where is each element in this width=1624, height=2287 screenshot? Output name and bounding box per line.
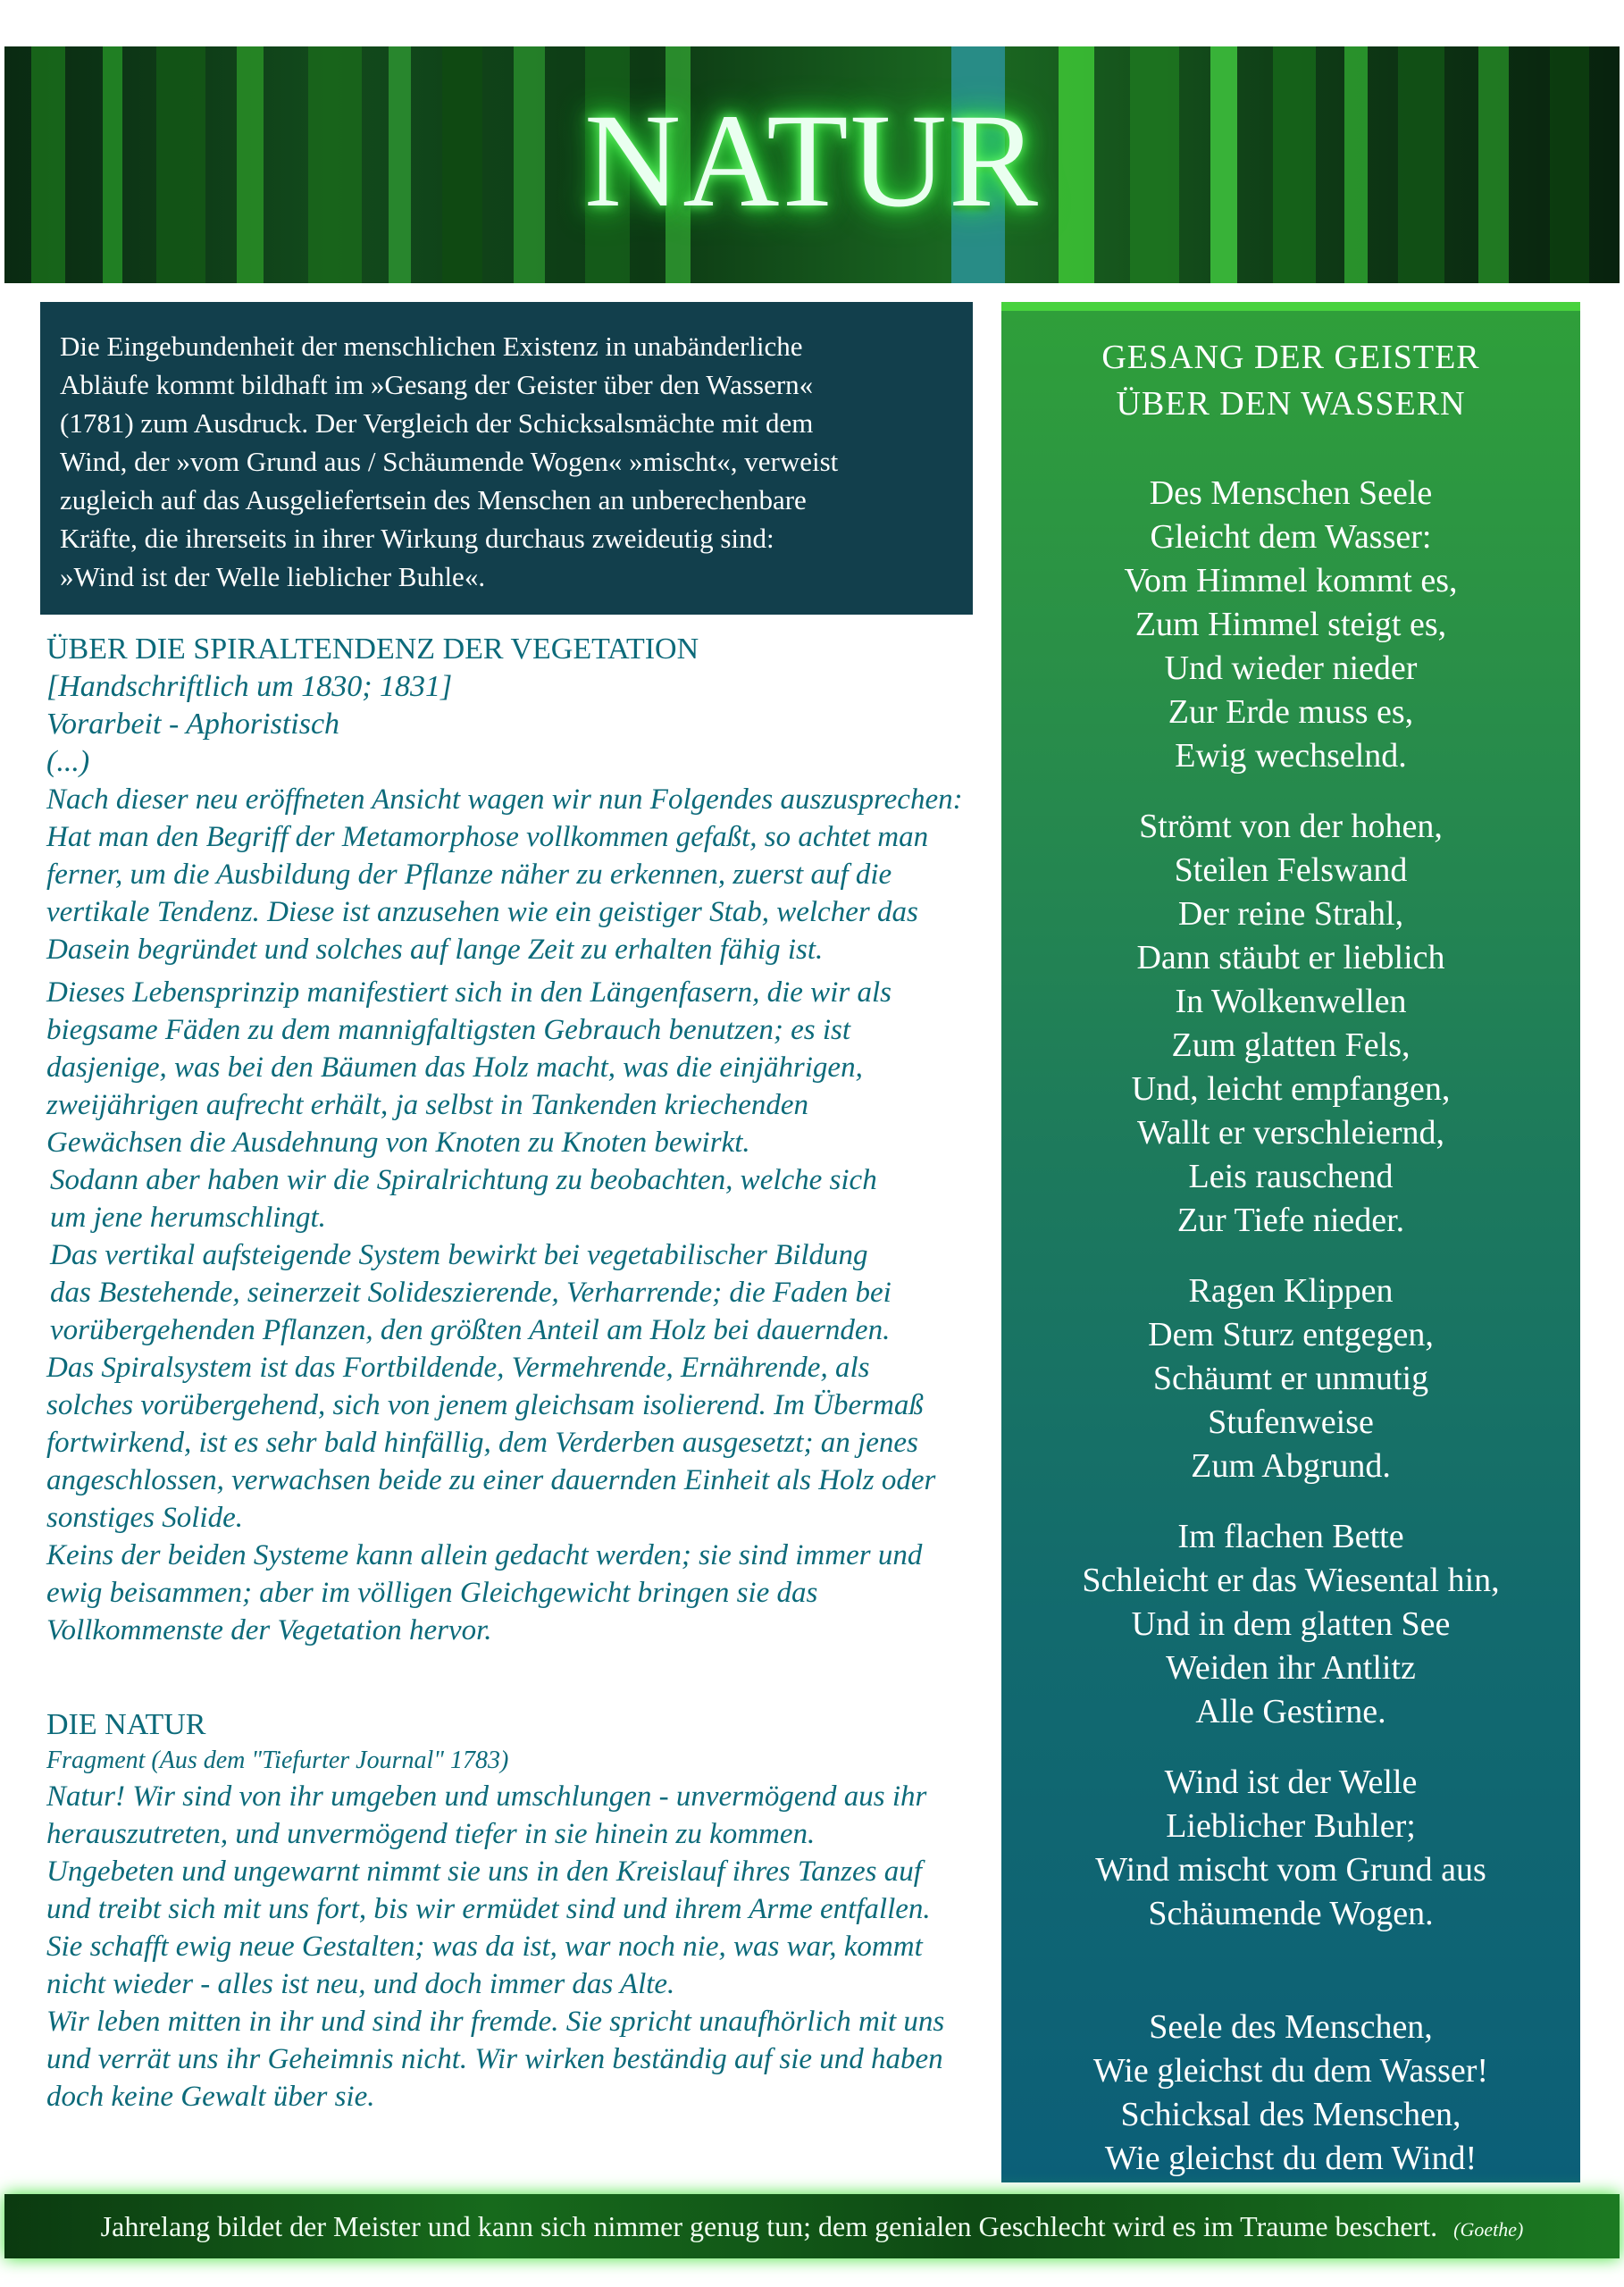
verse-line: Wind mischt vom Grund aus: [1095, 1851, 1486, 1889]
verse-line: Vom Himmel kommt es,: [1124, 562, 1458, 599]
verse-line: Zum glatten Fels,: [1171, 1026, 1411, 1064]
verse-line: Wallt er verschleiernd,: [1136, 1114, 1445, 1152]
paragraph: [46, 781, 990, 968]
intro-box: [40, 302, 973, 615]
text-line: Dieses Lebensprinzip manifestiert sich in den Längenfasern, die wir als: [46, 976, 892, 1009]
section-subtitle: Vorarbeit - Aphoristisch: [46, 708, 340, 741]
section-title: DIE NATUR: [46, 1708, 206, 1741]
text-line: vorübergehenden Pflanzen, den größten Anteil am Holz bei dauernden.: [50, 1314, 891, 1346]
text-line: Hat man den Begriff der Metamorphose vollkommen gefaßt, so achtet man: [46, 821, 929, 853]
verse-line: Dann stäubt er lieblich: [1136, 939, 1445, 976]
text-line: Ungebeten und ungewarnt nimmt sie uns in den Kreislauf ihres Tanzes auf: [46, 1856, 922, 1888]
verse-line: Ewig wechselnd.: [1175, 737, 1407, 775]
text-line: Sodann aber haben wir die Spiralrichtung zu beobachten, welche sich: [50, 1164, 877, 1196]
verse-line: Schäumt er unmutig: [1152, 1360, 1429, 1397]
verse-line: Im flachen Bette: [1177, 1518, 1404, 1555]
text-line: Dasein begründet und solches auf lange Zeit zu erhalten fähig ist.: [46, 934, 824, 966]
verse-line: Zum Abgrund.: [1191, 1447, 1391, 1485]
intro-line: (1781) zum Ausdruck. Der Vergleich der Schicksalsmächte mit dem: [60, 407, 814, 439]
text-line: Das Spiralsystem ist das Fortbildende, Vermehrende, Ernährende, als: [46, 1352, 870, 1384]
paragraph: [46, 1349, 990, 1649]
intro-line: Wind, der »vom Grund aus / Schäumende Wogen« »mischt«, verweist: [60, 446, 839, 477]
text-line: sonstiges Solide.: [46, 1502, 243, 1534]
text-line: um jene herumschlingt.: [50, 1202, 326, 1234]
intro-line: Die Eingebundenheit der menschlichen Existenz in unabänderliche: [60, 331, 803, 362]
poem-title-line: GESANG DER GEISTER: [1101, 339, 1480, 376]
verse-line: Stufenweise: [1208, 1403, 1374, 1441]
verse-line: Steilen Felswand: [1174, 851, 1408, 889]
poem-title-line: ÜBER DEN WASSERN: [1116, 385, 1466, 423]
text-line: Das vertikal aufsteigende System bewirkt bei vegetabilischer Bildung: [50, 1239, 868, 1271]
paragraph: [46, 1236, 990, 1349]
text-line: dasjenige, was bei den Bäumen das Holz macht, was die einjährigen,: [46, 1051, 863, 1084]
intro-line: Kräfte, die ihrerseits in ihrer Wirkung durchaus zweideutig sind:: [60, 523, 774, 554]
text-line: zweijährigen aufrecht erhält, ja selbst in Tankenden kriechenden: [46, 1089, 808, 1121]
section-subtitle: [Handschriftlich um 1830; 1831]: [46, 670, 453, 703]
stanza: [1001, 472, 1580, 778]
verse-line: Und, leicht empfangen,: [1131, 1070, 1451, 1108]
verse-line: Wind ist der Welle: [1164, 1763, 1418, 1801]
text-line: und verrät uns ihr Geheimnis nicht. Wir wirken beständig auf sie und haben: [46, 2043, 943, 2075]
verse-line: Schleicht er das Wiesental hin,: [1082, 1562, 1500, 1599]
intro-line: Abläufe kommt bildhaft im »Gesang der Geister über den Wassern«: [60, 369, 814, 400]
verse-line: In Wolkenwellen: [1175, 983, 1407, 1020]
poem-panel: [1001, 302, 1580, 2182]
text-line: Keins der beiden Systeme kann allein gedacht werden; sie sind immer und: [46, 1539, 923, 1571]
text-line: angeschlossen, verwachsen beide zu einer dauernden Einheit als Holz oder: [46, 1464, 936, 1496]
stanza: [1001, 1269, 1580, 1488]
verse-line: Der reine Strahl,: [1177, 895, 1404, 933]
verse-line: Dem Sturz entgegen,: [1148, 1316, 1434, 1353]
text-line: fortwirkend, ist es sehr bald hinfällig, dem Verderben ausgesetzt; an jenes: [46, 1427, 918, 1459]
text-line: Vollkommenste der Vegetation hervor.: [46, 1614, 492, 1646]
footer-source: (Goethe): [1453, 2218, 1524, 2241]
text-line: vertikale Tendenz. Diese ist anzusehen wie ein geistiger Stab, welcher das: [46, 896, 918, 928]
verse-line: Ragen Klippen: [1188, 1272, 1394, 1310]
verse-line: Und wieder nieder: [1164, 649, 1418, 687]
left-column: [46, 631, 990, 2115]
footer-quote-bar: [4, 2194, 1620, 2258]
intro-line: zugleich auf das Ausgeliefertsein des Menschen an unberechenbare: [60, 484, 807, 515]
poem-title: [1001, 334, 1580, 427]
verse-line: Wie gleichst du dem Wasser!: [1092, 2052, 1489, 2090]
stanza: [1001, 1761, 1580, 1936]
text-line: Nach dieser neu eröffneten Ansicht wagen wir nun Folgendes auszusprechen:: [46, 783, 963, 816]
text-line: Gewächsen die Ausdehnung von Knoten zu Knoten bewirkt.: [46, 1127, 750, 1159]
section-title: ÜBER DIE SPIRALTENDENZ DER VEGETATION: [46, 632, 699, 666]
text-line: ferner, um die Ausbildung der Pflanze näher zu erkennen, zuerst auf die: [46, 859, 892, 891]
stanza: [1001, 2006, 1580, 2181]
text-line: herauszutreten, und unvermögend tiefer in sie hinein zu kommen.: [46, 1818, 816, 1850]
verse-line: Seele des Menschen,: [1149, 2008, 1433, 2046]
ellipsis: (...): [46, 745, 90, 778]
verse-line: Weiden ihr Antlitz: [1166, 1649, 1416, 1687]
text-line: das Bestehende, seinerzeit Solideszierende, Verharrende; die Faden bei: [50, 1277, 892, 1309]
verse-line: Zur Tiefe nieder.: [1176, 1202, 1405, 1239]
verse-line: Und in dem glatten See: [1131, 1605, 1451, 1643]
verse-line: Strömt von der hohen,: [1139, 808, 1443, 845]
paragraph: [46, 974, 990, 1161]
stanza: [1001, 1515, 1580, 1734]
text-line: solches vorübergehend, sich von jenem gleichsam isolierend. Im Übermaß: [46, 1389, 924, 1421]
verse-line: Zur Erde muss es,: [1168, 693, 1414, 731]
header-banner: [4, 46, 1620, 283]
intro-line: »Wind ist der Welle lieblicher Buhle«.: [60, 561, 486, 592]
text-line: ewig beisammen; aber im völligen Gleichgewicht bringen sie das: [46, 1577, 818, 1609]
text-line: Wir leben mitten in ihr und sind ihr fremde. Sie spricht unaufhörlich mit uns: [46, 2006, 945, 2038]
verse-line: Alle Gestirne.: [1195, 1693, 1386, 1730]
verse-line: Wie gleichst du dem Wind!: [1104, 2140, 1478, 2177]
verse-line: Leis rauschend: [1188, 1158, 1394, 1195]
verse-line: Des Menschen Seele: [1149, 474, 1433, 512]
text-line: Sie schafft ewig neue Gestalten; was da ist, war noch nie, was war, kommt: [46, 1931, 923, 1963]
stanza: [1001, 805, 1580, 1243]
verse-line: Gleicht dem Wasser:: [1150, 518, 1432, 556]
text-line: nicht wieder - alles ist neu, und doch immer das Alte.: [46, 1968, 675, 2000]
verse-line: Zum Himmel steigt es,: [1134, 606, 1447, 643]
verse-line: Schicksal des Menschen,: [1120, 2096, 1461, 2133]
text-line: Natur! Wir sind von ihr umgeben und umschlungen - unvermögend aus ihr: [46, 1780, 927, 1813]
text-line: doch keine Gewalt über sie.: [46, 2081, 375, 2113]
verse-line: Lieblicher Buhler;: [1166, 1807, 1416, 1845]
verse-line: Schäumende Wogen.: [1148, 1895, 1434, 1932]
paragraph: [46, 1161, 990, 1236]
section-subtitle: Fragment (Aus dem "Tiefurter Journal" 1783): [46, 1747, 509, 1774]
text-line: biegsame Fäden zu dem mannigfaltigsten Gebrauch benutzen; es ist: [46, 1014, 851, 1046]
text-line: und treibt sich mit uns fort, bis wir ermüdet sind und ihrem Arme entfallen.: [46, 1893, 931, 1925]
page-title: NATUR: [583, 87, 1041, 235]
footer-quote: Jahrelang bildet der Meister und kann sich nimmer genug tun; dem genialen Geschlecht wird es im Traume beschert.: [100, 2210, 1438, 2242]
